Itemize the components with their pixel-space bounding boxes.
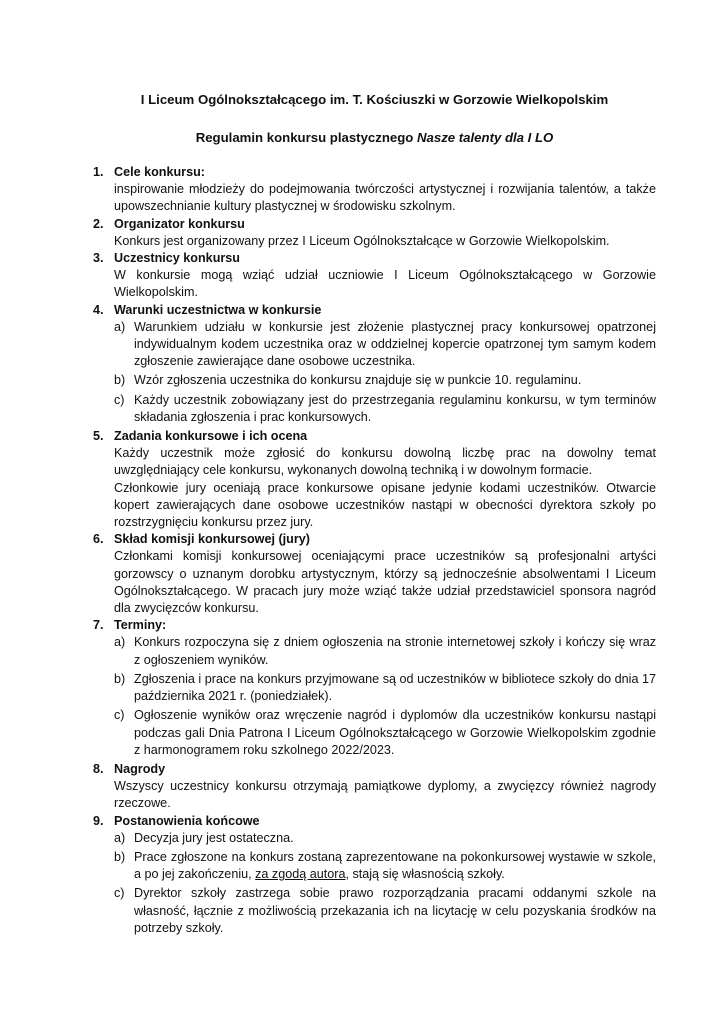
section-jury: [93, 531, 656, 617]
sub-item: [114, 634, 656, 668]
section-heading: Uczestnicy konkursu: [114, 251, 240, 266]
section-number: 5.: [93, 429, 104, 444]
sub-item-text: Warunkiem udziału w konkursie jest złożenie plastycznej pracy konkursowej opatrzonej indywidualnym kodem uczestnika oraz w oddzielnej kopercie opatrzonej tym samym kodem zgłoszenie zawierające dane osobowe uczestnika.: [134, 319, 656, 369]
section-text: Każdy uczestnik może zgłosić do konkursu dowolną liczbę prac na dowolny temat uwzględniający cele konkursu, wykonanych dowolną techniką i w dowolnym formacie.: [114, 446, 656, 478]
sub-item: [114, 392, 656, 426]
section-deadlines: [93, 617, 656, 759]
sub-item-letter: c): [114, 392, 125, 407]
section-heading: Cele konkursu:: [114, 165, 205, 179]
document-title: I Liceum Ogólnokształcącego im. T. Kościuszki w Gorzowie Wielkopolskim: [140, 92, 609, 107]
subtitle-contest-name: Nasze talenty dla I LO: [417, 130, 554, 145]
sub-item-text: Prace zgłoszone na konkurs zostaną zaprezentowane na pokonkursowej wystawie w szkole, a po jej zakończeniu,: [134, 849, 656, 882]
sub-item: [114, 830, 656, 847]
sub-item-text: Konkurs rozpoczyna się z dniem ogłoszenia na stronie internetowej szkoły i kończy się wraz z ogłoszeniem wyników.: [134, 635, 656, 667]
sub-item: [114, 319, 656, 371]
sub-list: [114, 319, 656, 426]
section-text: W konkursie mogą wziąć udział uczniowie I Liceum Ogólnokształcącego w Gorzowie Wielkopolskim.: [114, 268, 656, 300]
section-heading: Warunki uczestnictwa w konkursie: [114, 302, 322, 317]
section-participants: [93, 250, 656, 302]
sub-item-text: Dyrektor szkoły zastrzega sobie prawo rozporządzania pracami oddanymi szkole na własność, łącznie z możliwością przekazania ich na licytację w celu pozyskania środków na potrzeby szkoły.: [134, 886, 656, 935]
document-subtitle: [93, 130, 656, 146]
section-heading: Organizator konkursu: [114, 216, 245, 231]
section-number: 9.: [93, 813, 104, 828]
subtitle-prefix: Regulamin konkursu plastycznego: [195, 130, 417, 145]
sub-item-text: Decyzja jury jest ostateczna.: [134, 830, 294, 845]
sub-item-letter: b): [114, 671, 126, 686]
section-text: inspirowanie młodzieży do podejmowania twórczości artystycznej i rozwijania talentów, a także upowszechnianie kultury plastycznej w środowisku szkolnym.: [114, 182, 656, 214]
sub-list: [114, 830, 656, 937]
section-heading: Terminy:: [114, 618, 167, 633]
sub-list: [114, 634, 656, 758]
sub-item: [114, 849, 656, 883]
section-heading: Postanowienia końcowe: [114, 813, 260, 828]
section-prizes: [93, 761, 656, 813]
sub-item-letter: b): [114, 373, 126, 388]
section-heading: Nagrody: [114, 761, 166, 776]
sub-item-letter: c): [114, 708, 125, 723]
section-number: 3.: [93, 251, 104, 266]
section-heading: Zadania konkursowe i ich ocena: [114, 429, 308, 444]
sub-item-letter: c): [114, 886, 125, 901]
sub-item: [114, 885, 656, 937]
sub-item-letter: b): [114, 849, 126, 864]
section-text: Konkurs jest organizowany przez I Liceum Ogólnokształcące w Gorzowie Wielkopolskim.: [114, 233, 610, 248]
sub-item-text: Każdy uczestnik zobowiązany jest do przestrzegania regulaminu konkursu, w tym terminów składania zgłoszenia i prac konkursowych.: [134, 392, 656, 424]
section-number: 4.: [93, 302, 104, 317]
sub-item-letter: a): [114, 635, 126, 650]
section-conditions: [93, 302, 656, 426]
sub-item: [114, 707, 656, 759]
section-number: 8.: [93, 761, 104, 776]
section-tasks: [93, 428, 656, 531]
sub-item: [114, 671, 656, 705]
section-text: Członkami komisji konkursowej oceniającymi prace uczestników są profesjonalni artyści gorzowscy o uznanym dorobku artystycznym, którzy są jednocześnie absolwentami I Liceum Ogólnokształcącego. W pracach jury może wziąć także udział przedstawiciel sponsora nagród dla zwycięzców konkursu.: [114, 549, 656, 616]
section-final-provisions: [93, 813, 656, 937]
section-heading: Skład komisji konkursowej (jury): [114, 532, 310, 547]
section-goals: [93, 164, 656, 216]
section-text: Członkowie jury oceniają prace konkursowe opisane jedynie kodami uczestników. Otwarcie kopert zawierających dane osobowe uczestników nastąpi w obecności dyrektora szkoły po rozstrzygnięciu konkursu przez jury.: [114, 480, 656, 530]
section-organizer: [93, 216, 656, 250]
section-text: Wszyscy uczestnicy konkursu otrzymają pamiątkowe dyplomy, a zwycięzcy również nagrody rzeczowe.: [114, 779, 656, 811]
sub-item-text: Zgłoszenia i prace na konkurs przyjmowane są od uczestników w bibliotece szkoły do dnia 17 października 2021 r. (poniedziałek).: [134, 671, 656, 704]
sub-item-letter: a): [114, 319, 126, 334]
sub-item-text: , stają się własnością szkoły.: [345, 867, 505, 882]
section-number: 7.: [93, 618, 104, 633]
sub-item: [114, 372, 656, 389]
section-number: 6.: [93, 532, 104, 547]
section-number: 1.: [93, 165, 104, 179]
regulation-sections: [93, 164, 656, 937]
section-number: 2.: [93, 216, 104, 231]
author-consent-underlined: za zgodą autora: [255, 867, 346, 882]
sub-item-text: Ogłoszenie wyników oraz wręczenie nagród i dyplomów dla uczestników konkursu nastąpi podczas gali Dnia Patrona I Liceum Ogólnokształcącego w Gorzowie Wielkopolskim zgodnie z harmonogramem roku szkolnego 2022/2023.: [134, 708, 656, 757]
sub-item-letter: a): [114, 830, 126, 845]
sub-item-text: Wzór zgłoszenia uczestnika do konkursu znajduje się w punkcie 10. regulaminu.: [134, 373, 582, 388]
